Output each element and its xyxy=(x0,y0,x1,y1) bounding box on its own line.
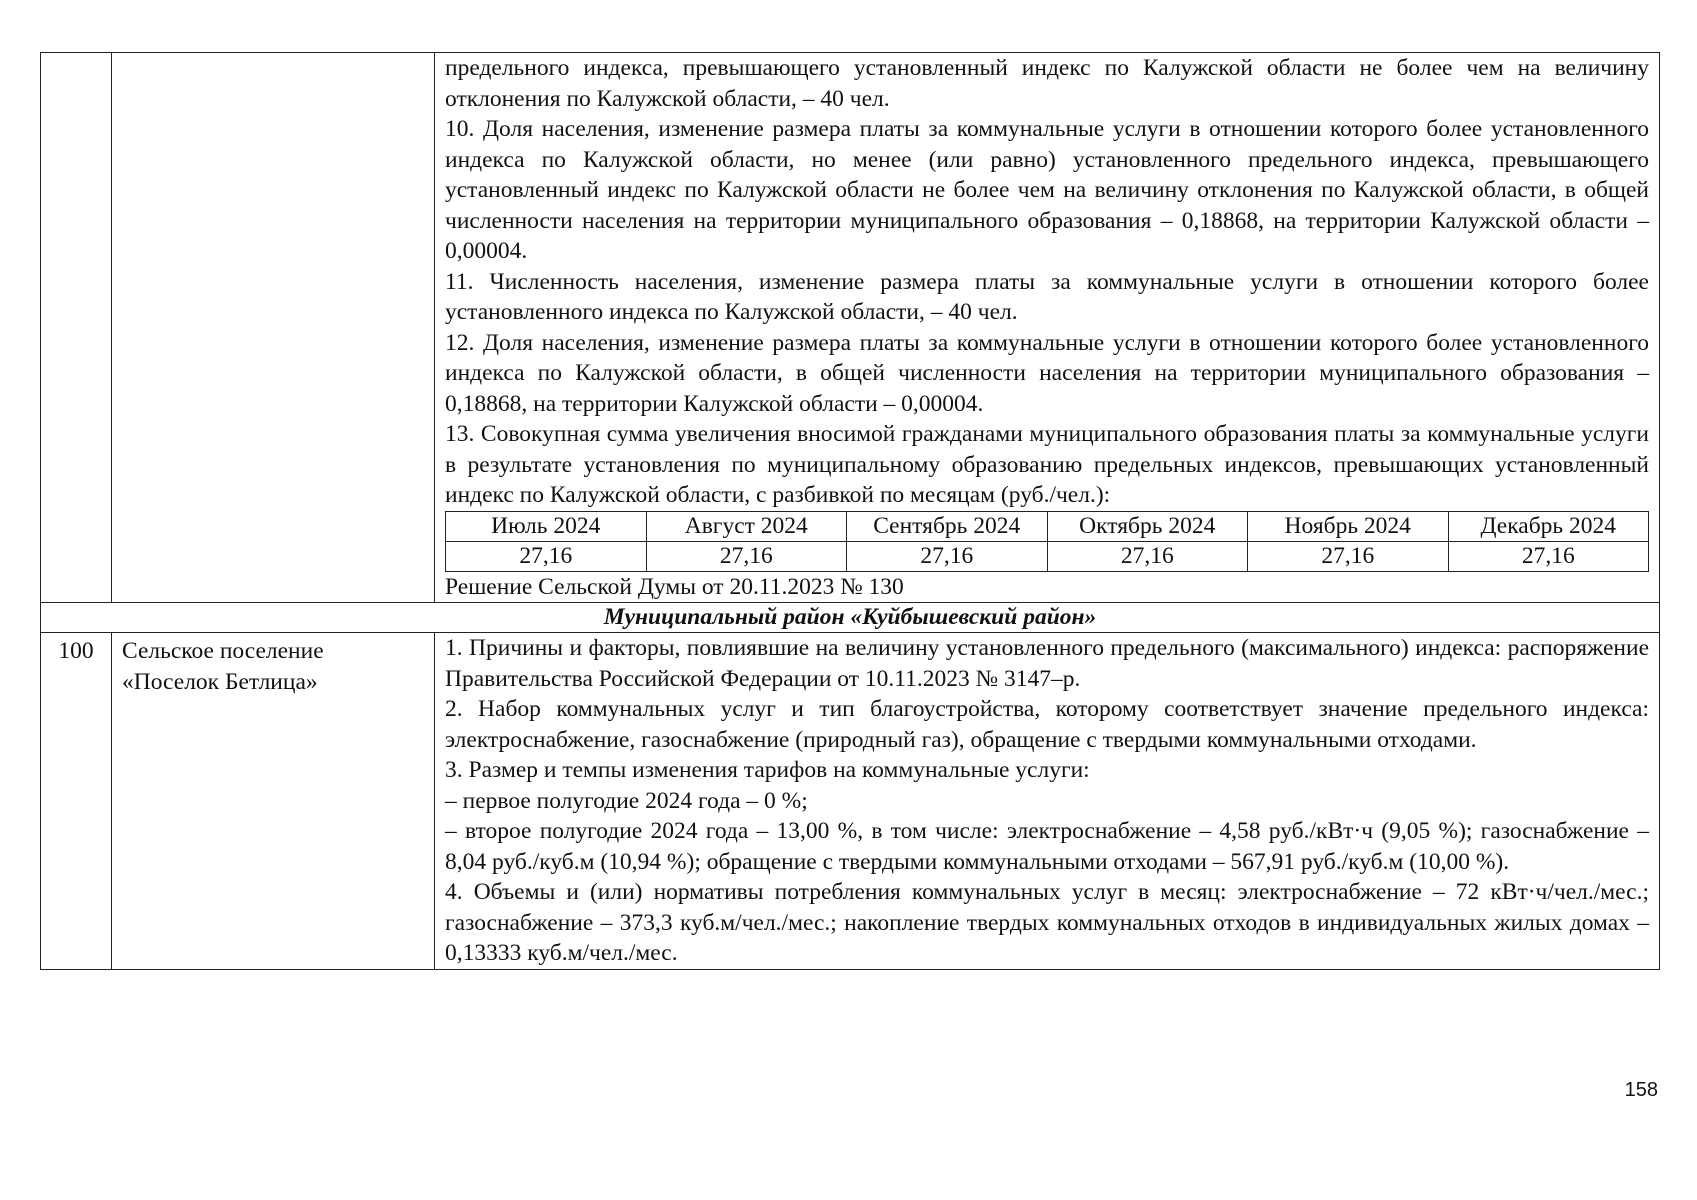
month-value: 27,16 xyxy=(446,541,647,571)
settlement-name-line: «Поселок Бетлица» xyxy=(122,668,318,695)
month-value: 27,16 xyxy=(1047,541,1248,571)
month-value: 27,16 xyxy=(1448,541,1649,571)
number-cell-empty xyxy=(41,53,112,603)
paragraph: 12. Доля населения, изменение размера платы за коммунальные услуги в отношении которого более установленного индекса по Калужской области, в общей численности населения на территории муниципального образования – 0,18868, на территории Калужской области – 0,00004. xyxy=(445,329,1649,417)
month-header: Октябрь 2024 xyxy=(1047,511,1248,541)
content-cell xyxy=(435,633,1660,970)
district-heading-row xyxy=(41,603,1660,633)
month-header: Декабрь 2024 xyxy=(1448,511,1649,541)
table-row-continuation xyxy=(41,53,1660,603)
table-row-100 xyxy=(41,633,1660,970)
paragraph: – второе полугодие 2024 года – 13,00 %, в том числе: электроснабжение – 4,58 руб./кВт·ч (9,05 %); газоснабжение – 8,04 руб./куб.м (10,94 %); обращение с твердыми коммунальными отходами – 567,91 руб./куб.м (10,00 %). xyxy=(445,818,1649,875)
page-number: 158 xyxy=(1624,1079,1658,1101)
month-value: 27,16 xyxy=(1248,541,1449,571)
paragraph: 10. Доля населения, изменение размера платы за коммунальные услуги в отношении которого более установленного индекса по Калужской области, но менее (или равно) установленного предельного индекса, превышающего установленный индекс по Калужской области не более чем на величину отклонения по Калужской области, в общей численности населения на территории муниципального образования – 0,18868, на территории Калужской области – 0,00004. xyxy=(445,116,1649,264)
paragraph: 2. Набор коммунальных услуг и тип благоустройства, которому соответствует значение предельного индекса: электроснабжение, газоснабжение (природный газ), обращение с твердыми коммунальными отходами. xyxy=(445,696,1649,753)
month-header: Июль 2024 xyxy=(446,511,647,541)
entry-number: 100 xyxy=(41,633,112,970)
paragraph: 4. Объемы и (или) нормативы потребления коммунальных услуг в месяц: электроснабжение – 72 кВт·ч/чел./мес.; газоснабжение – 373,3 куб.м/чел./мес.; накопление твердых коммунальных отходов в индивидуальных жилых домах – 0,13333 куб.м/чел./мес. xyxy=(445,879,1649,966)
months-value-row xyxy=(446,541,1649,571)
district-heading: Муниципальный район «Куйбышевский район» xyxy=(41,603,1660,633)
paragraph: 11. Численность населения, изменение размера платы за коммунальные услуги в отношении которого более установленного индекса по Калужской области, – 40 чел. xyxy=(445,268,1649,325)
month-header: Август 2024 xyxy=(646,511,847,541)
monthly-sum-table xyxy=(445,511,1649,572)
document-table xyxy=(40,52,1660,970)
settlement-name-cell xyxy=(112,633,435,970)
months-header-row xyxy=(446,511,1649,541)
month-value: 27,16 xyxy=(646,541,847,571)
month-value: 27,16 xyxy=(847,541,1048,571)
paragraph: предельного индекса, превышающего установленный индекс по Калужской области не более чем на величину отклонения по Калужской области, – 40 чел. xyxy=(445,55,1649,112)
paragraph: 1. Причины и факторы, повлиявшие на величину установленного предельного (максимального) индекса: распоряжение Правительства Российской Федерации от 10.11.2023 № 3147–р. xyxy=(445,635,1649,692)
month-header: Сентябрь 2024 xyxy=(847,511,1048,541)
paragraph: – первое полугодие 2024 года – 0 %; xyxy=(445,787,808,814)
decision-reference: Решение Сельской Думы от 20.11.2023 № 130 xyxy=(445,573,904,600)
content-cell xyxy=(435,53,1660,603)
settlement-name-line: Сельское поселение xyxy=(122,638,324,664)
month-header: Ноябрь 2024 xyxy=(1248,511,1449,541)
paragraph: 13. Совокупная сумма увеличения вносимой гражданами муниципального образования платы за коммунальные услуги в результате установления по муниципальному образованию предельных индексов, превышающих установленный индекс по Калужской области, с разбивкой по месяцам (руб./чел.): xyxy=(445,421,1649,508)
paragraph: 3. Размер и темпы изменения тарифов на коммунальные услуги: xyxy=(445,757,1090,783)
name-cell-empty xyxy=(112,53,435,603)
